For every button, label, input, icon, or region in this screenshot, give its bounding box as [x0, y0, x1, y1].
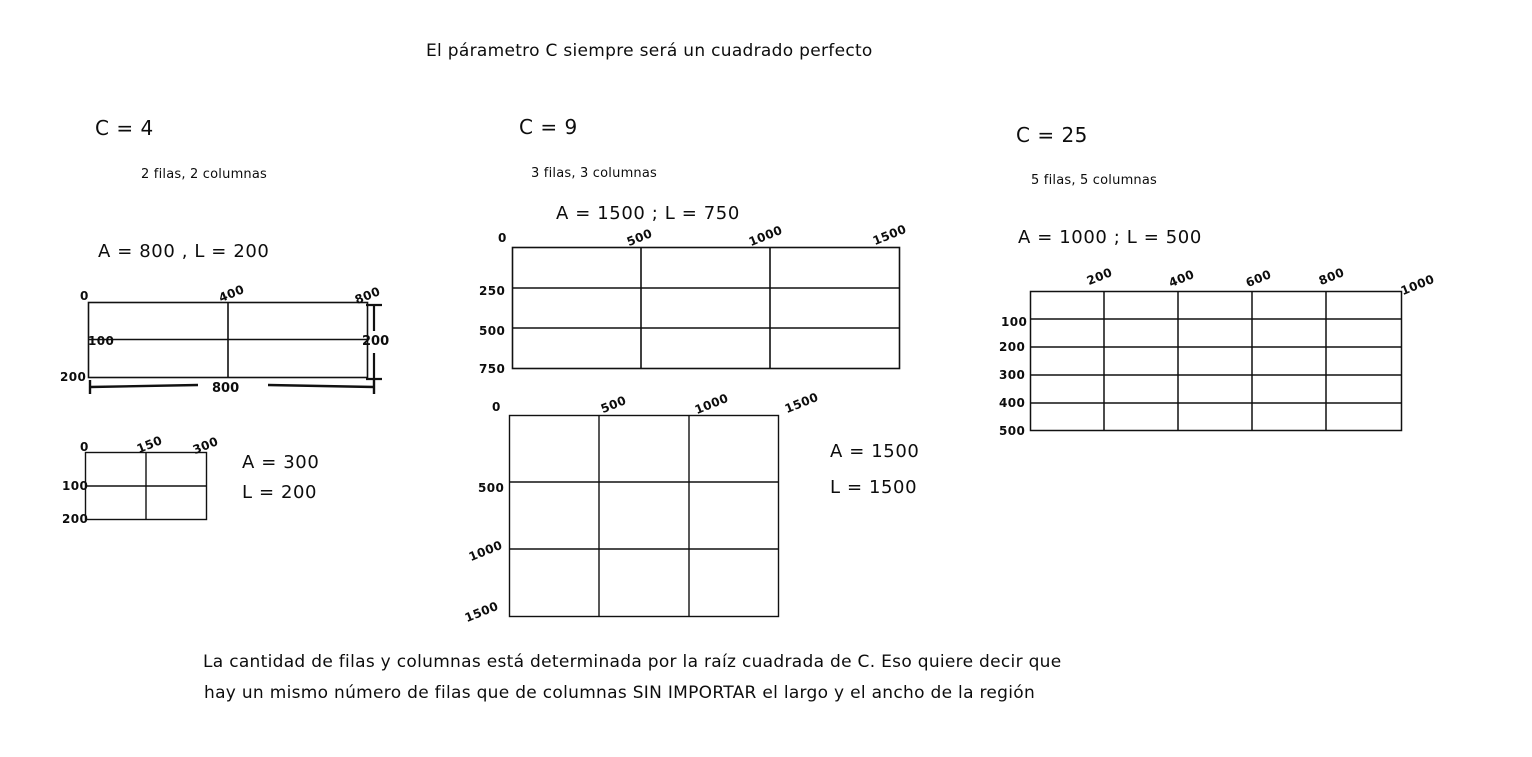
equation-c9-grid2-line2: L = 1500	[830, 477, 918, 498]
section-subheading-c4: 2 filas, 2 columnas	[141, 167, 268, 182]
grid-c4-800x200	[88, 302, 368, 378]
tick-x-c4g1-1: 400	[216, 282, 247, 305]
tick-x-c25-5: 1000	[1398, 271, 1437, 298]
tick-x-c4g1-0: 0	[80, 289, 89, 303]
grid-c9-1500x750	[512, 247, 900, 369]
tick-x-c25-2: 400	[1166, 267, 1197, 290]
section-heading-c4: C = 4	[95, 116, 154, 140]
tick-y-c9g2-2: 1000	[466, 537, 505, 564]
section-subheading-c9: 3 filas, 3 columnas	[531, 166, 658, 181]
grid-c9-1500x1500	[509, 415, 779, 617]
tick-y-c9g1-2: 500	[479, 324, 506, 338]
tick-x-c9g1-1: 500	[624, 226, 655, 249]
grid-c4-300x200	[85, 452, 207, 520]
tick-y-c4g2-1: 100	[62, 479, 89, 493]
tick-x-c9g2-3: 1500	[782, 389, 821, 416]
footer-line-1: La cantidad de filas y columnas está determinada por la raíz cuadrada de C. Eso quiere decir que	[203, 652, 1062, 672]
equation-c4-grid2-line2: L = 200	[242, 482, 318, 503]
equation-c4-grid1: A = 800 , L = 200	[98, 241, 270, 262]
tick-x-c9g1-0: 0	[498, 231, 507, 245]
tick-y-c25-4: 400	[999, 396, 1026, 410]
tick-y-c9g1-3: 750	[479, 362, 506, 376]
tick-y-c9g1-1: 250	[479, 284, 506, 298]
tick-x-c9g2-2: 1000	[692, 390, 731, 417]
tick-x-c4g2-1: 150	[134, 433, 165, 456]
tick-y-c4g2-2: 200	[62, 512, 89, 526]
width-label-c4g1: 800	[212, 381, 240, 396]
equation-c9-grid1: A = 1500 ; L = 750	[556, 203, 740, 224]
tick-x-c25-3: 600	[1243, 267, 1274, 290]
equation-c4-grid2-line1: A = 300	[242, 452, 320, 473]
grid-c25-1000x500	[1030, 291, 1402, 431]
tick-y-c9g2-1: 500	[478, 481, 505, 495]
tick-y-c25-1: 100	[1001, 315, 1028, 329]
page-title: El párametro C siempre será un cuadrado perfecto	[426, 41, 873, 61]
tick-y-c9g2-3: 1500	[462, 598, 501, 625]
tick-x-c4g2-0: 0	[80, 440, 89, 454]
section-heading-c9: C = 9	[519, 115, 578, 139]
tick-x-c25-4: 800	[1316, 265, 1347, 288]
tick-y-c4g1-2: 200	[60, 370, 87, 384]
tick-x-c25-1: 200	[1084, 265, 1115, 288]
section-subheading-c25: 5 filas, 5 columnas	[1031, 173, 1158, 188]
tick-y-c25-3: 300	[999, 368, 1026, 382]
tick-x-c9g1-3: 1500	[870, 221, 909, 248]
height-label-c4g1: 200	[362, 334, 390, 349]
tick-y-c25-2: 200	[999, 340, 1026, 354]
footer-line-2: hay un mismo número de filas que de columnas SIN IMPORTAR el largo y el ancho de la región	[204, 683, 1036, 703]
equation-c25-grid1: A = 1000 ; L = 500	[1018, 227, 1202, 248]
equation-c9-grid2-line1: A = 1500	[830, 441, 920, 462]
tick-x-c4g2-2: 300	[190, 434, 221, 457]
tick-y-c25-5: 500	[999, 424, 1026, 438]
section-heading-c25: C = 25	[1016, 123, 1088, 147]
tick-x-c9g2-0: 0	[492, 400, 501, 414]
tick-x-c4g1-2: 800	[352, 284, 383, 307]
tick-x-c9g2-1: 500	[598, 393, 629, 416]
tick-x-c9g1-2: 1000	[746, 222, 785, 249]
tick-y-c4g1-1: 100	[88, 334, 115, 348]
